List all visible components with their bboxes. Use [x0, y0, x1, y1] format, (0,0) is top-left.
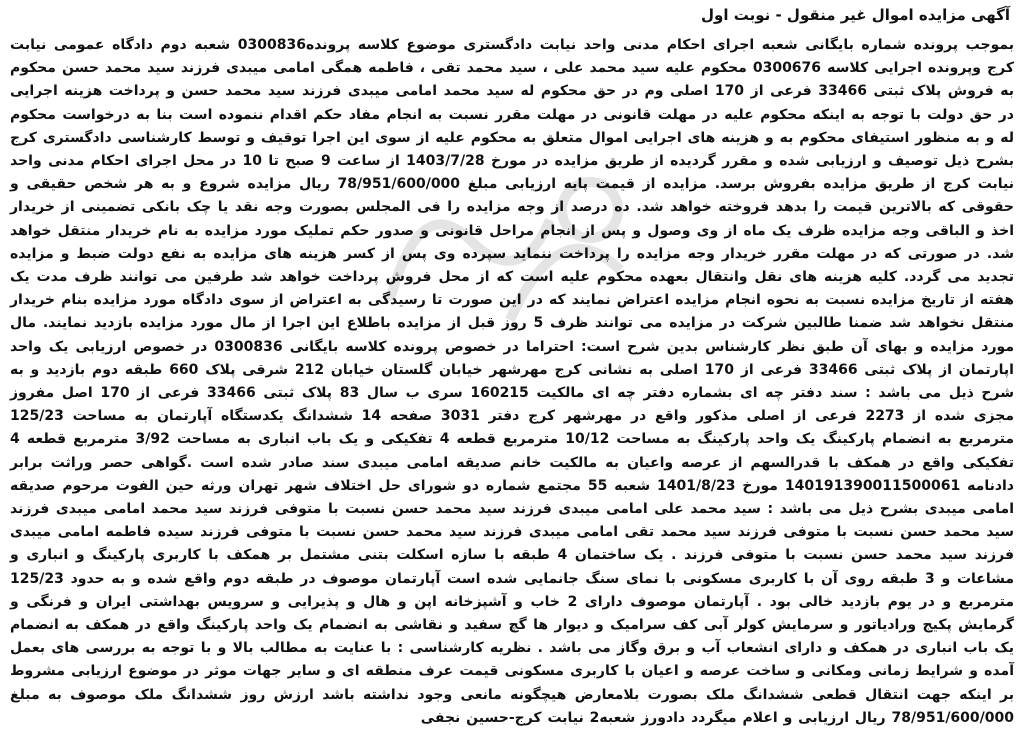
notice-title: آگهی مزایده اموال غیر منقول - نوبت اول	[701, 6, 1010, 24]
notice-body: بموجب پرونده شماره بایگانی شعبه اجرای احکام مدنی واحد نیابت دادگستری موضوع کلاسه پرونده0300836 شعبه دوم دادگاه عمومی نیابت کرج وپرونده اجرایی کلاسه 0300676 محکوم علیه سید محمد علی ، سید محمد تقی ، فاطمه همگی امامی میبدی فرزند سید محمد حسن محکوم به فروش پلاک ثبتی 33466 فرعی از 170 اصلی وم در حق محکوم له سید محمد امامی میبدی فرزند سید محمد حسن و پرداخت هزینه اجرایی در حق دولت با توجه به اینکه محکوم علیه در مهلت قانونی در مهلت مقرر نسبت به انجام مفاد حکم اقدام ننموده است بنا به درخواست محکوم له و به منظور استیفای محکوم به و هزینه های اجرایی اموال متعلق به محکوم علیه از سوی این اجرا توقیف و توسط کارشناسی دادگستری کرج بشرح ذیل توصیف و ارزیابی شده و مقرر گردیده از طریق مزایده در مورخ 1403/7/28 از ساعت 9 صبح تا 10 در محل اجرای احکام مدنی واحد نیابت کرج از طریق مزایده بفروش برسد. مزایده از قیمت پایه ارزیابی مبلغ 78/951/600/000 ریال مزایده شروع و به هر شخص حقیقی و حقوقی که بالاترین قیمت را بدهد فروخته خواهد شد. ده درصد از وجه مزایده را فی المجلس بصورت وجه نقد یا چک بانکی تضمینی از خریدار اخذ و الباقی وجه مزایده ظرف یک ماه از وی وصول و پس از انجام مراحل قانونی و صدور حکم تملیک مورد مزایده به نام خریدار منتقل خواهد شد. در صورتی که در مهلت مقرر خریدار وجه مزایده را پرداخت ننماید سپرده وی پس از کسر هزینه های مزایده به نفع دولت ضبط و مزایده تجدید می گردد. کلیه هزینه های نقل وانتقال بعهده محکوم علیه است که از محل فروش پرداخت خواهد شد طرفین می توانند ظرف مدت یک هفته از تاریخ مزایده نسبت به نحوه انجام مزایده اعتراض نمایند که در این صورت تا رسیدگی به اعتراض از سوی دادگاه مورد مزایده بنام خریدار منتقل نخواهد شد ضمنا طالبین شرکت در مزایده می توانند ظرف 5 روز قبل از مزایده باطلاع این اجرا از مال مورد مزایده بازدید نمایند. مال مورد مزایده و بهای آن طبق نظر کارشناس بدین شرح است: احتراما در خصوص پرونده کلاسه بایگانی 0300836 در خصوص ارزیابی یک واحد اپارتمان از پلاک ثبتی 33466 فرعی از 170 اصلی به نشانی کرج مهرشهر خیابان گلستان خیابان 212 شرقی پلاک 660 طبقه دوم بازدید و به شرح ذیل می باشد : سند دفتر چه ای بشماره دفتر چه ای مالکیت 160215 سری ب سال 83 پلاک ثبتی 33466 فرعی از 170 اصل مفروز مجزی شده از 2273 فرعی از اصلی مذکور واقع در مهرشهر کرج دفتر 3031 صفحه 14 ششدانگ یکدستگاه آپارتمان به مساحت 125/23 مترمربع به انضمام پارکینگ یک واحد پارکینگ به مساحت 10/12 مترمربع قطعه 4 تفکیکی و یک باب انباری به مساحت 3/92 مترمربع قطعه 4 تفکیکی واقع در همکف با قدرالسهم از عرصه واعیان به مالکیت خانم صدیقه امامی میبدی سند صادر شده است .گواهی حصر وراثت برابر دادنامه 140191390011500061 مورخ 1401/8/23 شعبه 55 مجتمع شماره دو شورای حل اختلاف شهر تهران ورثه حین الفوت مرحوم صدیقه امامی میبدی بشرح ذیل می باشد : سید محمد علی امامی میبدی فرزند سید محمد حسن نسبت با متوفی فرزند سید محمد امامی میبدی فرزند سید محمد حسن نسبت با متوفی فرزند سید محمد تقی امامی میبدی فرزند سید محمد حسن نسبت با متوفی فرزند سیده فاطمه امامی میبدی فرزند سید محمد حسن نسبت با متوفی فرزند . یک ساختمان 4 طبقه با سازه اسکلت بتنی مشتمل بر همکف با کاربری پارکینگ و انباری و مشاعات و 3 طبقه روی آن با کاربری مسکونی با نمای سنگ جانمایی شده است آپارتمان موصوف در طبقه دوم واقع شده و به حدود 125/23 مترمربع و در یوم بازدید خالی بود . آپارتمان موصوف دارای 2 خاب و آشپزخانه اپن و هال و پذیرایی و سرویس بهداشتی ایران و فرنگی و گرمایش پکیج ورادیاتور و سرمایش کولر آبی کف سرامیک و دیوار ها گچ سفید و نقاشی به انضمام یک واحد پارکینگ واقع در همکف به انضمام یک باب انباری در همکف و دارای انشعاب آب و برق وگاز می باشد . نظریه کارشناسی : با عنایت به مطالب بالا و با توجه به بررسی های بعمل آمده و شرایط زمانی ومکانی و ساخت عرصه و اعیان با کاربری مسکونی قیمت عرف منطقه ای و سایر جهات موثر در موضوع ارزیابی مشروط بر اینکه جهت انتقال قطعی ششدانگ ملک بصورت بلامعارض هیچگونه مانعی وجود نداشته باشد ارزش روز ششدانگ ملک موصوف به مبلغ 78/951/600/000 ریال ارزیابی و اعلام میگردد دادورز شعبه2 نیابت کرج-حسین نجفی	[10, 37, 1015, 726]
notice-page	[10, 4, 1015, 726]
